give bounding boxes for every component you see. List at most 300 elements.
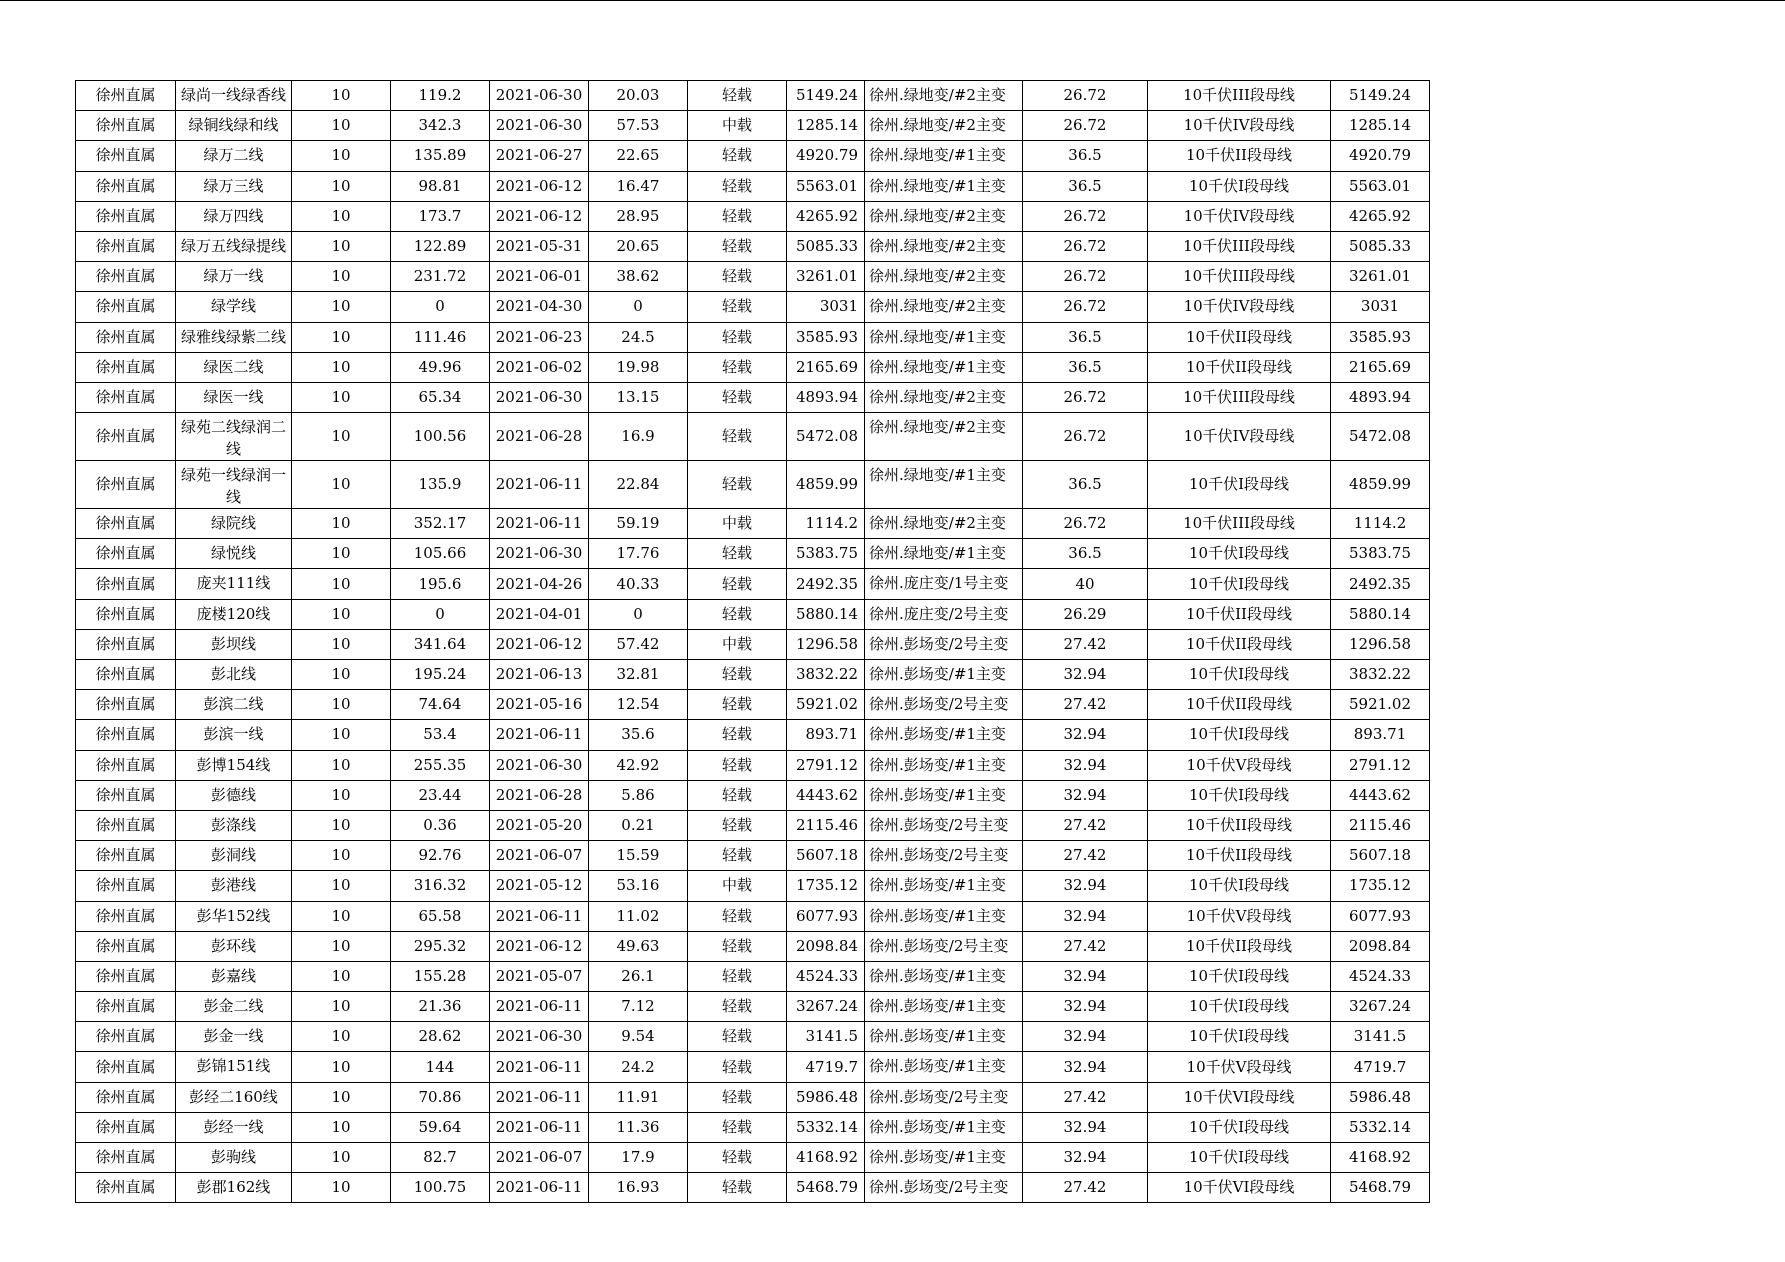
available-capacity-cell: 5085.33 xyxy=(1331,231,1430,261)
current-cell: 0.36 xyxy=(391,810,490,840)
transformer-load-rate-cell: 26.29 xyxy=(1023,599,1148,629)
busbar-cell: 10千伏IV段母线 xyxy=(1148,201,1331,231)
substation-transformer-cell: 徐州.绿地变/#1主变 xyxy=(865,352,1023,382)
table-row xyxy=(76,413,1430,461)
load-status-cell: 轻载 xyxy=(688,141,787,171)
voltage-cell: 10 xyxy=(292,413,391,461)
feeder-name-cell: 彭博154线 xyxy=(176,750,292,780)
load-status-cell: 轻载 xyxy=(688,322,787,352)
available-capacity-cell: 5149.24 xyxy=(1331,81,1430,111)
available-capacity-cell: 5607.18 xyxy=(1331,841,1430,871)
date-cell: 2021-05-16 xyxy=(490,690,589,720)
date-cell: 2021-06-30 xyxy=(490,382,589,412)
voltage-cell: 10 xyxy=(292,352,391,382)
substation-transformer-cell: 徐州.彭场变/#1主变 xyxy=(865,871,1023,901)
org-cell: 徐州直属 xyxy=(76,509,176,539)
remaining-capacity-cell: 1114.2 xyxy=(787,509,865,539)
load-rate-cell: 19.98 xyxy=(589,352,688,382)
table-row xyxy=(76,201,1430,231)
transformer-load-rate-cell: 26.72 xyxy=(1023,81,1148,111)
feeder-name-cell: 彭港线 xyxy=(176,871,292,901)
transformer-load-rate-cell: 27.42 xyxy=(1023,690,1148,720)
busbar-cell: 10千伏II段母线 xyxy=(1148,810,1331,840)
org-cell: 徐州直属 xyxy=(76,1143,176,1173)
org-cell: 徐州直属 xyxy=(76,539,176,569)
feeder-name-cell: 绿铜线绿和线 xyxy=(176,111,292,141)
table-row xyxy=(76,569,1430,599)
date-cell: 2021-04-30 xyxy=(490,292,589,322)
table-row xyxy=(76,509,1430,539)
available-capacity-cell: 1735.12 xyxy=(1331,871,1430,901)
load-rate-cell: 0 xyxy=(589,599,688,629)
remaining-capacity-cell: 5383.75 xyxy=(787,539,865,569)
date-cell: 2021-06-11 xyxy=(490,720,589,750)
org-cell: 徐州直属 xyxy=(76,352,176,382)
transformer-load-rate-cell: 26.72 xyxy=(1023,292,1148,322)
org-cell: 徐州直属 xyxy=(76,931,176,961)
available-capacity-cell: 5472.08 xyxy=(1331,413,1430,461)
feeder-name-cell: 绿院线 xyxy=(176,509,292,539)
load-rate-cell: 40.33 xyxy=(589,569,688,599)
load-status-cell: 轻载 xyxy=(688,1082,787,1112)
date-cell: 2021-06-12 xyxy=(490,629,589,659)
voltage-cell: 10 xyxy=(292,961,391,991)
org-cell: 徐州直属 xyxy=(76,231,176,261)
transformer-load-rate-cell: 26.72 xyxy=(1023,111,1148,141)
load-rate-cell: 0 xyxy=(589,292,688,322)
busbar-cell: 10千伏I段母线 xyxy=(1148,1143,1331,1173)
date-cell: 2021-06-28 xyxy=(490,413,589,461)
table-row xyxy=(76,141,1430,171)
remaining-capacity-cell: 5921.02 xyxy=(787,690,865,720)
available-capacity-cell: 5332.14 xyxy=(1331,1112,1430,1142)
available-capacity-cell: 4859.99 xyxy=(1331,461,1430,509)
substation-transformer-cell: 徐州.绿地变/#1主变 xyxy=(865,539,1023,569)
org-cell: 徐州直属 xyxy=(76,569,176,599)
current-cell: 119.2 xyxy=(391,81,490,111)
voltage-cell: 10 xyxy=(292,262,391,292)
feeder-name-cell: 彭北线 xyxy=(176,660,292,690)
date-cell: 2021-06-23 xyxy=(490,322,589,352)
load-status-cell: 轻载 xyxy=(688,413,787,461)
table-row xyxy=(76,810,1430,840)
table-row xyxy=(76,660,1430,690)
transformer-load-rate-cell: 32.94 xyxy=(1023,1112,1148,1142)
busbar-cell: 10千伏V段母线 xyxy=(1148,1052,1331,1082)
org-cell: 徐州直属 xyxy=(76,599,176,629)
load-rate-cell: 5.86 xyxy=(589,780,688,810)
load-status-cell: 轻载 xyxy=(688,1143,787,1173)
transformer-load-rate-cell: 32.94 xyxy=(1023,1143,1148,1173)
remaining-capacity-cell: 5563.01 xyxy=(787,171,865,201)
feeder-name-cell: 彭经一线 xyxy=(176,1112,292,1142)
load-rate-cell: 24.2 xyxy=(589,1052,688,1082)
load-rate-cell: 20.65 xyxy=(589,231,688,261)
substation-transformer-cell: 徐州.彭场变/#1主变 xyxy=(865,992,1023,1022)
org-cell: 徐州直属 xyxy=(76,262,176,292)
busbar-cell: 10千伏III段母线 xyxy=(1148,509,1331,539)
voltage-cell: 10 xyxy=(292,322,391,352)
org-cell: 徐州直属 xyxy=(76,171,176,201)
remaining-capacity-cell: 2791.12 xyxy=(787,750,865,780)
date-cell: 2021-06-12 xyxy=(490,931,589,961)
available-capacity-cell: 1296.58 xyxy=(1331,629,1430,659)
table-row xyxy=(76,1112,1430,1142)
voltage-cell: 10 xyxy=(292,292,391,322)
transformer-load-rate-cell: 36.5 xyxy=(1023,539,1148,569)
current-cell: 173.7 xyxy=(391,201,490,231)
load-status-cell: 轻载 xyxy=(688,750,787,780)
voltage-cell: 10 xyxy=(292,1082,391,1112)
available-capacity-cell: 4719.7 xyxy=(1331,1052,1430,1082)
org-cell: 徐州直属 xyxy=(76,629,176,659)
load-rate-cell: 59.19 xyxy=(589,509,688,539)
substation-transformer-cell: 徐州.绿地变/#2主变 xyxy=(865,382,1023,412)
transformer-load-rate-cell: 27.42 xyxy=(1023,1082,1148,1112)
table-row xyxy=(76,171,1430,201)
available-capacity-cell: 5986.48 xyxy=(1331,1082,1430,1112)
date-cell: 2021-06-11 xyxy=(490,461,589,509)
busbar-cell: 10千伏VI段母线 xyxy=(1148,1173,1331,1203)
remaining-capacity-cell: 3585.93 xyxy=(787,322,865,352)
busbar-cell: 10千伏II段母线 xyxy=(1148,352,1331,382)
transformer-load-rate-cell: 36.5 xyxy=(1023,352,1148,382)
substation-transformer-cell: 徐州.彭场变/2号主变 xyxy=(865,1082,1023,1112)
org-cell: 徐州直属 xyxy=(76,750,176,780)
substation-transformer-cell: 徐州.彭场变/2号主变 xyxy=(865,1173,1023,1203)
feeder-name-cell: 绿苑二线绿润二线 xyxy=(176,413,292,461)
busbar-cell: 10千伏I段母线 xyxy=(1148,539,1331,569)
load-status-cell: 轻载 xyxy=(688,171,787,201)
org-cell: 徐州直属 xyxy=(76,992,176,1022)
remaining-capacity-cell: 2098.84 xyxy=(787,931,865,961)
substation-transformer-cell: 徐州.彭场变/#1主变 xyxy=(865,1022,1023,1052)
current-cell: 21.36 xyxy=(391,992,490,1022)
org-cell: 徐州直属 xyxy=(76,1112,176,1142)
substation-transformer-cell: 徐州.彭场变/#1主变 xyxy=(865,720,1023,750)
remaining-capacity-cell: 5149.24 xyxy=(787,81,865,111)
remaining-capacity-cell: 3261.01 xyxy=(787,262,865,292)
org-cell: 徐州直属 xyxy=(76,382,176,412)
table-row xyxy=(76,1052,1430,1082)
busbar-cell: 10千伏IV段母线 xyxy=(1148,413,1331,461)
load-status-cell: 轻载 xyxy=(688,262,787,292)
voltage-cell: 10 xyxy=(292,1022,391,1052)
load-rate-cell: 11.02 xyxy=(589,901,688,931)
feeder-name-cell: 绿尚一线绿香线 xyxy=(176,81,292,111)
org-cell: 徐州直属 xyxy=(76,413,176,461)
remaining-capacity-cell: 2492.35 xyxy=(787,569,865,599)
remaining-capacity-cell: 5472.08 xyxy=(787,413,865,461)
substation-transformer-cell: 徐州.彭场变/#1主变 xyxy=(865,961,1023,991)
available-capacity-cell: 4893.94 xyxy=(1331,382,1430,412)
feeder-name-cell: 绿学线 xyxy=(176,292,292,322)
load-status-cell: 轻载 xyxy=(688,1173,787,1203)
current-cell: 0 xyxy=(391,292,490,322)
substation-transformer-cell: 徐州.绿地变/#1主变 xyxy=(865,141,1023,171)
load-status-cell: 轻载 xyxy=(688,201,787,231)
load-status-cell: 轻载 xyxy=(688,720,787,750)
current-cell: 122.89 xyxy=(391,231,490,261)
remaining-capacity-cell: 4893.94 xyxy=(787,382,865,412)
substation-transformer-cell: 徐州.彭场变/2号主变 xyxy=(865,690,1023,720)
substation-transformer-cell: 徐州.彭场变/2号主变 xyxy=(865,931,1023,961)
available-capacity-cell: 6077.93 xyxy=(1331,901,1430,931)
transformer-load-rate-cell: 32.94 xyxy=(1023,720,1148,750)
table-row xyxy=(76,629,1430,659)
busbar-cell: 10千伏I段母线 xyxy=(1148,569,1331,599)
date-cell: 2021-06-02 xyxy=(490,352,589,382)
load-status-cell: 中载 xyxy=(688,111,787,141)
table-row xyxy=(76,1143,1430,1173)
date-cell: 2021-04-26 xyxy=(490,569,589,599)
available-capacity-cell: 2791.12 xyxy=(1331,750,1430,780)
date-cell: 2021-06-30 xyxy=(490,111,589,141)
substation-transformer-cell: 徐州.彭场变/#1主变 xyxy=(865,780,1023,810)
busbar-cell: 10千伏IV段母线 xyxy=(1148,292,1331,322)
voltage-cell: 10 xyxy=(292,810,391,840)
voltage-cell: 10 xyxy=(292,599,391,629)
transformer-load-rate-cell: 36.5 xyxy=(1023,322,1148,352)
substation-transformer-cell: 徐州.绿地变/#2主变 xyxy=(865,292,1023,322)
remaining-capacity-cell: 6077.93 xyxy=(787,901,865,931)
remaining-capacity-cell: 5986.48 xyxy=(787,1082,865,1112)
busbar-cell: 10千伏I段母线 xyxy=(1148,1022,1331,1052)
substation-transformer-cell: 徐州.绿地变/#1主变 xyxy=(865,461,1023,509)
busbar-cell: 10千伏II段母线 xyxy=(1148,599,1331,629)
voltage-cell: 10 xyxy=(292,992,391,1022)
date-cell: 2021-05-20 xyxy=(490,810,589,840)
transformer-load-rate-cell: 32.94 xyxy=(1023,780,1148,810)
busbar-cell: 10千伏I段母线 xyxy=(1148,780,1331,810)
current-cell: 352.17 xyxy=(391,509,490,539)
remaining-capacity-cell: 3031 xyxy=(787,292,865,322)
table-row xyxy=(76,992,1430,1022)
voltage-cell: 10 xyxy=(292,539,391,569)
available-capacity-cell: 3267.24 xyxy=(1331,992,1430,1022)
load-status-cell: 轻载 xyxy=(688,539,787,569)
voltage-cell: 10 xyxy=(292,720,391,750)
current-cell: 135.9 xyxy=(391,461,490,509)
page-top-rule xyxy=(0,0,1785,1)
table-row xyxy=(76,461,1430,509)
available-capacity-cell: 3585.93 xyxy=(1331,322,1430,352)
busbar-cell: 10千伏I段母线 xyxy=(1148,660,1331,690)
current-cell: 316.32 xyxy=(391,871,490,901)
busbar-cell: 10千伏I段母线 xyxy=(1148,461,1331,509)
current-cell: 65.58 xyxy=(391,901,490,931)
voltage-cell: 10 xyxy=(292,81,391,111)
transformer-load-rate-cell: 32.94 xyxy=(1023,1052,1148,1082)
feeder-name-cell: 彭嘉线 xyxy=(176,961,292,991)
voltage-cell: 10 xyxy=(292,231,391,261)
current-cell: 100.75 xyxy=(391,1173,490,1203)
voltage-cell: 10 xyxy=(292,750,391,780)
load-rate-cell: 35.6 xyxy=(589,720,688,750)
busbar-cell: 10千伏I段母线 xyxy=(1148,1112,1331,1142)
load-rate-cell: 42.92 xyxy=(589,750,688,780)
load-status-cell: 轻载 xyxy=(688,992,787,1022)
substation-transformer-cell: 徐州.绿地变/#2主变 xyxy=(865,231,1023,261)
load-rate-cell: 16.47 xyxy=(589,171,688,201)
voltage-cell: 10 xyxy=(292,461,391,509)
feeder-name-cell: 彭涤线 xyxy=(176,810,292,840)
table-row xyxy=(76,262,1430,292)
org-cell: 徐州直属 xyxy=(76,841,176,871)
table-row xyxy=(76,322,1430,352)
current-cell: 82.7 xyxy=(391,1143,490,1173)
load-rate-cell: 12.54 xyxy=(589,690,688,720)
load-status-cell: 轻载 xyxy=(688,231,787,261)
remaining-capacity-cell: 1285.14 xyxy=(787,111,865,141)
busbar-cell: 10千伏IV段母线 xyxy=(1148,111,1331,141)
feeder-name-cell: 绿万四线 xyxy=(176,201,292,231)
busbar-cell: 10千伏III段母线 xyxy=(1148,382,1331,412)
substation-transformer-cell: 徐州.绿地变/#2主变 xyxy=(865,413,1023,461)
remaining-capacity-cell: 4920.79 xyxy=(787,141,865,171)
table-row xyxy=(76,352,1430,382)
remaining-capacity-cell: 5468.79 xyxy=(787,1173,865,1203)
feeder-name-cell: 彭环线 xyxy=(176,931,292,961)
transformer-load-rate-cell: 26.72 xyxy=(1023,382,1148,412)
busbar-cell: 10千伏II段母线 xyxy=(1148,629,1331,659)
table-row xyxy=(76,292,1430,322)
feeder-name-cell: 彭金二线 xyxy=(176,992,292,1022)
available-capacity-cell: 4524.33 xyxy=(1331,961,1430,991)
org-cell: 徐州直属 xyxy=(76,111,176,141)
load-status-cell: 轻载 xyxy=(688,382,787,412)
load-status-cell: 轻载 xyxy=(688,780,787,810)
feeder-name-cell: 彭洞线 xyxy=(176,841,292,871)
org-cell: 徐州直属 xyxy=(76,1052,176,1082)
load-rate-cell: 16.9 xyxy=(589,413,688,461)
feeder-name-cell: 绿医一线 xyxy=(176,382,292,412)
substation-transformer-cell: 徐州.庞庄变/1号主变 xyxy=(865,569,1023,599)
date-cell: 2021-06-30 xyxy=(490,1022,589,1052)
table-row xyxy=(76,382,1430,412)
transformer-load-rate-cell: 32.94 xyxy=(1023,750,1148,780)
busbar-cell: 10千伏II段母线 xyxy=(1148,141,1331,171)
table-row xyxy=(76,901,1430,931)
table-row xyxy=(76,931,1430,961)
date-cell: 2021-06-11 xyxy=(490,992,589,1022)
transformer-load-rate-cell: 32.94 xyxy=(1023,1022,1148,1052)
feeder-load-table xyxy=(75,80,1430,1203)
transformer-load-rate-cell: 32.94 xyxy=(1023,901,1148,931)
load-rate-cell: 49.63 xyxy=(589,931,688,961)
feeder-name-cell: 彭郡162线 xyxy=(176,1173,292,1203)
remaining-capacity-cell: 4265.92 xyxy=(787,201,865,231)
load-rate-cell: 28.95 xyxy=(589,201,688,231)
substation-transformer-cell: 徐州.彭场变/#1主变 xyxy=(865,1112,1023,1142)
voltage-cell: 10 xyxy=(292,382,391,412)
available-capacity-cell: 4265.92 xyxy=(1331,201,1430,231)
transformer-load-rate-cell: 27.42 xyxy=(1023,931,1148,961)
current-cell: 0 xyxy=(391,599,490,629)
table-row xyxy=(76,599,1430,629)
load-status-cell: 轻载 xyxy=(688,1112,787,1142)
busbar-cell: 10千伏I段母线 xyxy=(1148,871,1331,901)
load-status-cell: 轻载 xyxy=(688,690,787,720)
date-cell: 2021-06-30 xyxy=(490,750,589,780)
voltage-cell: 10 xyxy=(292,201,391,231)
available-capacity-cell: 2165.69 xyxy=(1331,352,1430,382)
load-status-cell: 轻载 xyxy=(688,810,787,840)
substation-transformer-cell: 徐州.绿地变/#2主变 xyxy=(865,111,1023,141)
date-cell: 2021-06-01 xyxy=(490,262,589,292)
remaining-capacity-cell: 1735.12 xyxy=(787,871,865,901)
available-capacity-cell: 1285.14 xyxy=(1331,111,1430,141)
voltage-cell: 10 xyxy=(292,141,391,171)
load-status-cell: 轻载 xyxy=(688,81,787,111)
busbar-cell: 10千伏I段母线 xyxy=(1148,720,1331,750)
available-capacity-cell: 3261.01 xyxy=(1331,262,1430,292)
current-cell: 195.6 xyxy=(391,569,490,599)
table-row xyxy=(76,961,1430,991)
current-cell: 70.86 xyxy=(391,1082,490,1112)
current-cell: 155.28 xyxy=(391,961,490,991)
current-cell: 255.35 xyxy=(391,750,490,780)
substation-transformer-cell: 徐州.绿地变/#2主变 xyxy=(865,81,1023,111)
feeder-name-cell: 彭金一线 xyxy=(176,1022,292,1052)
table-row xyxy=(76,231,1430,261)
current-cell: 74.64 xyxy=(391,690,490,720)
load-rate-cell: 7.12 xyxy=(589,992,688,1022)
load-rate-cell: 38.62 xyxy=(589,262,688,292)
remaining-capacity-cell: 3141.5 xyxy=(787,1022,865,1052)
org-cell: 徐州直属 xyxy=(76,141,176,171)
load-status-cell: 轻载 xyxy=(688,931,787,961)
feeder-name-cell: 绿悦线 xyxy=(176,539,292,569)
current-cell: 98.81 xyxy=(391,171,490,201)
load-rate-cell: 0.21 xyxy=(589,810,688,840)
transformer-load-rate-cell: 26.72 xyxy=(1023,262,1148,292)
date-cell: 2021-06-07 xyxy=(490,841,589,871)
table-body xyxy=(76,81,1430,1203)
date-cell: 2021-06-11 xyxy=(490,509,589,539)
busbar-cell: 10千伏III段母线 xyxy=(1148,262,1331,292)
available-capacity-cell: 3141.5 xyxy=(1331,1022,1430,1052)
current-cell: 23.44 xyxy=(391,780,490,810)
remaining-capacity-cell: 2165.69 xyxy=(787,352,865,382)
load-status-cell: 轻载 xyxy=(688,1052,787,1082)
org-cell: 徐州直属 xyxy=(76,1022,176,1052)
transformer-load-rate-cell: 32.94 xyxy=(1023,961,1148,991)
feeder-name-cell: 彭经二160线 xyxy=(176,1082,292,1112)
available-capacity-cell: 3832.22 xyxy=(1331,660,1430,690)
org-cell: 徐州直属 xyxy=(76,201,176,231)
voltage-cell: 10 xyxy=(292,690,391,720)
transformer-load-rate-cell: 40 xyxy=(1023,569,1148,599)
transformer-load-rate-cell: 26.72 xyxy=(1023,509,1148,539)
busbar-cell: 10千伏III段母线 xyxy=(1148,81,1331,111)
feeder-name-cell: 彭坝线 xyxy=(176,629,292,659)
org-cell: 徐州直属 xyxy=(76,901,176,931)
table-row xyxy=(76,1082,1430,1112)
load-status-cell: 轻载 xyxy=(688,352,787,382)
feeder-name-cell: 彭驹线 xyxy=(176,1143,292,1173)
date-cell: 2021-06-11 xyxy=(490,1112,589,1142)
voltage-cell: 10 xyxy=(292,569,391,599)
available-capacity-cell: 5383.75 xyxy=(1331,539,1430,569)
transformer-load-rate-cell: 27.42 xyxy=(1023,629,1148,659)
feeder-name-cell: 绿万一线 xyxy=(176,262,292,292)
available-capacity-cell: 2492.35 xyxy=(1331,569,1430,599)
remaining-capacity-cell: 5332.14 xyxy=(787,1112,865,1142)
load-rate-cell: 57.53 xyxy=(589,111,688,141)
current-cell: 59.64 xyxy=(391,1112,490,1142)
current-cell: 295.32 xyxy=(391,931,490,961)
